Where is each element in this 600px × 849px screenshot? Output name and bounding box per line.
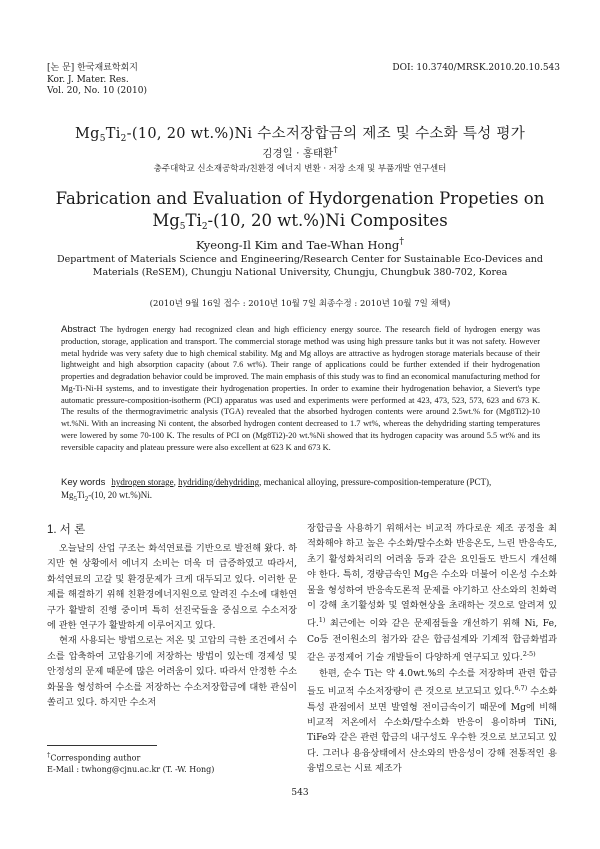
journal-volume: Vol. 20, No. 10 (2010): [47, 86, 147, 96]
paragraph: 현재 사용되는 방법으로는 저온 및 고압의 극한 조건에서 수소를 압축하여 고압용기에 저장하는 방법이 있는데 경제성 및 안정성의 문제 때문에 많은 어려움이 있다. 따라서 안정한 수소화물을 형성하여 수소를 저장하는 수소저장합금에 대한 관심이 쏠리고 있다. 하지만 수소저: [47, 635, 297, 709]
page-number: 543: [291, 788, 309, 798]
authors-korean: 김경일 · 홍태환†: [262, 145, 338, 160]
abstract: [61, 324, 540, 453]
paragraph: 오늘날의 산업 구조는 화석연료를 기반으로 발전해 왔다. 하지만 현 상황에서 에너지 소비는 더욱 더 급증하였고 따라서, 화석연료의 고갈 및 환경문제가 크게 대두되고 있다. 이러한 문제를 해결하기 위해 친환경에너지원으로 알려진 수소에 대한연구가 활발히 진행 중이며 특히 선진국들을 중심으로 수소저장에 관한 연구가 활발하게 이루어지고 있다.: [47, 543, 297, 632]
paragraph: 장합금을 사용하기 위해서는 비교적 까다로운 제조 공정을 최적화해야 하고 높은 수소화/탈수소화 반응온도, 느린 반응속도, 초기 활성화처리의 어려움 등과 같은 요인들도 반드시 개선해야 한다. 특히, 경량금속인 Mg은 수소와 더불어 이온성 수소화물을 형성하여 반응속도론적 문제를 야기하고 산소와의 친화력이 강해 초기활성화 및 열화현상을 초래하는 것으로 알려져 있다.$^{1)}$ 최근에는 이와 같은 문제점들을 개선하기 위해 Ni, Fe, Co등 전이원소의 첨가와 같은 합금설계와 기계적 합금화법과 같은 공정제어 기술 개발들이 다양하게 연구되고 있다.$^{2-5)}$: [307, 523, 557, 664]
journal-name-en: Kor. J. Mater. Res.: [47, 74, 129, 85]
right-column: [307, 521, 557, 777]
affiliation-english: Department of Materials Science and Engineering/Research Center for Sustainable Eco-Devices and Materials (ReSEM), Chungju National University, Chungju, Chungbuk 380-702, Korea: [57, 254, 543, 278]
abstract-label: Abstract: [61, 324, 96, 335]
journal-info: [47, 63, 147, 98]
section-heading-introduction: 1. 서 론: [47, 524, 86, 536]
doi: DOI: 10.3740/MRSK.2010.20.10.543: [392, 63, 560, 73]
paragraph: 한편, 순수 Ti는 약 4.0wt.%의 수소를 저장하며 관련 합금들도 비교적 수소저장량이 큰 것으로 보고되고 있다.$^{6,7)}$ 수소화 특성 관점에서 보면 발열형 전이금속이기 때문에 Mg에 비해 비교적 저온에서 수소화/탈수소화 반응이 용이하며 TiNi, TiFe와 같은 관련 합금의 내구성도 우수한 것으로 보고되고 있다. 그러나 용융상태에서 산소와의 반응성이 강해 전통적인 용융법으로는 시료 제조가: [307, 667, 557, 775]
footnote: †Corresponding author E-Mail : twhong@cjnu.ac.kr (T. -W. Hong): [47, 751, 215, 774]
title-english: Fabrication and Evaluation of Hydorgenation Propeties on $Mg_5Ti_2-(10$, 20 wt.%)Ni Composites: [55, 189, 545, 232]
footnote-divider: [47, 745, 157, 746]
keywords-label: Key words: [61, 477, 106, 488]
abstract-text: The hydrogen energy had recognized clean and high efficiency energy source. The research field of hydrogen energy was production, storage, application and transport. The commercial storage method was using high pressure tanks but it was not safety. However metal hydride was very safety due to high chemical stability. Mg and Mg alloys are attractive as hydrogen storage materials because of their lightweight and high absorption capacity (about 7.6 wt%). Their range of applications could be further extended if their hydrogenation properties and degradation behavior could be improved. The main emphasis of this study was to find an economical manufacturing method for Mg-Ti-Ni-H systems, and to investigate their hydrogenation properties. In order to examine their hydrogenation behavior, a Sievert's type automatic pressure-composition-isotherm (PCI) apparatus was used and experiments were performed at 423, 473, 523, 573, 623 and 673 K. The results of the thermogravimetric analysis (TGA) revealed that the absorbed hydrogen contents were around 2.5wt.% for (Mg8Ti2)-10 wt.%Ni. With an increasing Ni content, the absorbed hydrogen content decreased to 1.7 wt%, whereas the dehydriding starting temperatures were lowered by some 70-100 K. The results of PCI on (Mg8Ti2)-20 wt.%Ni showed that its hydrogen capacity was around 5.5 wt% and its reversible capacity and plateau pressure were also excellent at 623 K and 673 K.: [61, 325, 540, 452]
affiliation-korean: 충주대학교 신소재공학과/친환경 에너지 변환 · 저장 소재 및 부품개발 연구센터: [153, 164, 447, 174]
journal-name-ko: [논 문] 한국재료학회지: [47, 63, 138, 73]
authors-english: Kyeong-Il Kim and Tae-Whan Hong†: [195, 236, 405, 252]
submission-dates: (2010년 9월 16일 접수 : 2010년 10월 7일 최종수정 : 2010년 10월 7일 채택): [149, 299, 451, 309]
left-column: [47, 541, 297, 710]
keywords: Key words hydrogen storage, hydriding/dehydriding, mechanical alloying, pressure-composition-temperature (PCT), $Mg_5Ti_2-(10$, 20 wt.%)Ni.: [61, 477, 492, 503]
title-korean: $Mg_5Ti_2-(10$, 20 wt.%)Ni 수소저장합금의 제조 및 수소화 특성 평가: [74, 126, 526, 144]
